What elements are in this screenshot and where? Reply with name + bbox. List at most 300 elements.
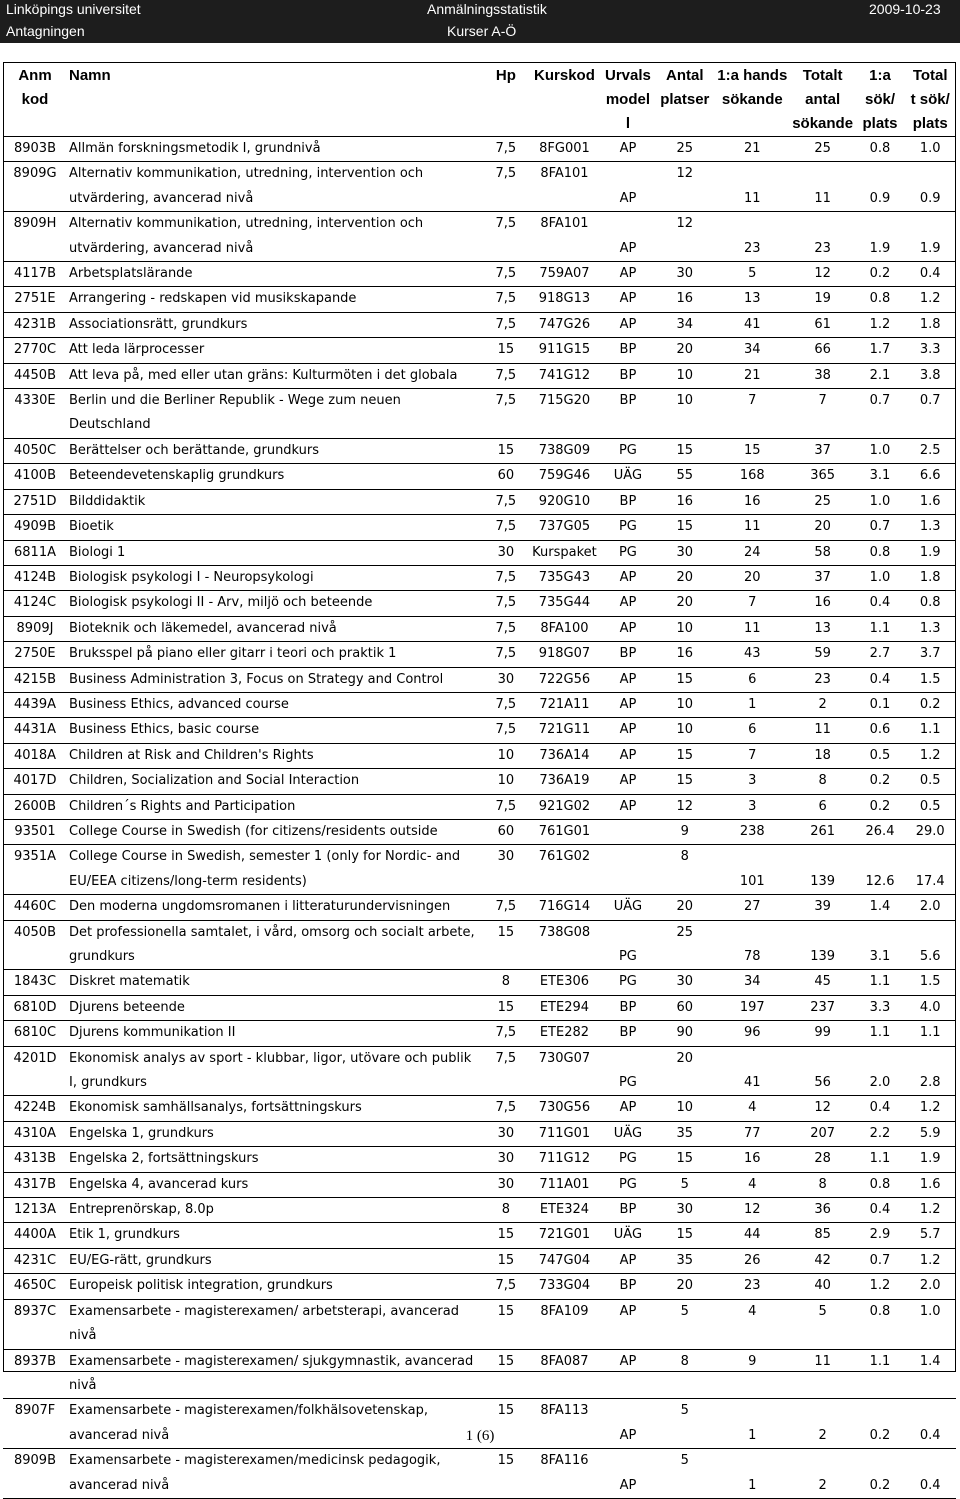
row-urvalsmodell: AP [619, 595, 637, 611]
row-kurskod: 721G11 [538, 722, 591, 738]
row-hp: 7,5 [495, 141, 517, 156]
row-totalt-sokande: 6 [818, 798, 827, 814]
row-forsta-per-plats: 0.4 [869, 1100, 891, 1116]
row-totalt-sokande: 25 [814, 141, 831, 156]
table-row [3, 137, 956, 162]
table-row [3, 1248, 956, 1273]
row-total-per-plats: 1.9 [919, 240, 941, 256]
row-forsta-per-plats: 1.0 [869, 569, 891, 585]
row-totalt-sokande: 2 [818, 1427, 827, 1443]
table-row [3, 642, 956, 667]
table-row [3, 312, 956, 337]
row-total-per-plats: 0.4 [919, 266, 941, 282]
row-kod: 9351A [14, 849, 56, 865]
table-row [3, 1096, 956, 1121]
row-namn: Att leva på, med eller utan gräns: Kulturmöten i det globala [69, 367, 458, 383]
row-kurskod: Kurspaket [532, 544, 597, 560]
row-kurskod: 736A19 [539, 773, 590, 789]
table-row [3, 692, 956, 717]
row-total-per-plats: 0.4 [919, 1477, 941, 1493]
row-urvalsmodell: PG [618, 974, 637, 990]
row-namn: Examensarbete - magisterexamen/medicinsk pedagogik, avancerad nivå [69, 1453, 441, 1493]
row-kurskod: 741G12 [538, 367, 591, 383]
row-antal-platser: 15 [676, 1151, 694, 1167]
row-antal-platser: 20 [676, 1278, 694, 1294]
row-total-per-plats: 1.6 [919, 1176, 941, 1192]
row-hp: 60 [497, 468, 515, 484]
row-kod: 4909B [13, 519, 56, 535]
row-totalt-sokande: 42 [814, 1252, 831, 1268]
row-total-per-plats: 1.6 [919, 493, 941, 509]
table-body [3, 137, 956, 1499]
table-row [3, 591, 956, 616]
row-antal-platser: 15 [676, 1227, 694, 1243]
row-antal-platser: 8 [680, 1353, 689, 1369]
row-totalt-sokande: 20 [814, 519, 831, 535]
row-urvalsmodell: UÄG [613, 1125, 643, 1141]
row-antal-platser: 90 [676, 1025, 694, 1041]
row-forsta-per-plats: 0.2 [869, 798, 891, 814]
row-totalt-sokande: 2 [818, 1477, 827, 1493]
row-hp: 7,5 [495, 316, 517, 332]
row-forstahandssokande: 23 [744, 1278, 761, 1294]
row-total-per-plats: 0.2 [919, 696, 941, 712]
table-row [3, 565, 956, 590]
row-forsta-per-plats: 3.1 [869, 468, 891, 484]
row-kod: 6810C [13, 1025, 57, 1041]
row-antal-platser: 10 [676, 393, 694, 409]
row-forsta-per-plats: 0.2 [869, 1427, 891, 1443]
row-urvalsmodell: BP [619, 999, 637, 1015]
row-forsta-per-plats: 0.7 [869, 393, 891, 409]
row-total-per-plats: 2.0 [919, 899, 941, 915]
row-forstahandssokande: 4 [748, 1176, 757, 1192]
row-totalt-sokande: 16 [814, 595, 831, 611]
row-namn: Entreprenörskap, 8.0p [69, 1202, 214, 1218]
row-forstahandssokande: 4 [748, 1303, 757, 1319]
row-kod: 4117B [13, 266, 56, 282]
row-hp: 7,5 [495, 1025, 517, 1041]
row-urvalsmodell: AP [619, 696, 637, 712]
row-forstahandssokande: 21 [744, 367, 761, 383]
row-forsta-per-plats: 1.0 [869, 442, 891, 458]
row-totalt-sokande: 23 [814, 671, 831, 687]
row-hp: 7,5 [495, 266, 517, 282]
row-kod: 8909J [16, 620, 54, 636]
header-namn: Namn [69, 67, 111, 84]
row-totalt-sokande: 36 [814, 1202, 831, 1218]
row-forsta-per-plats: 0.2 [869, 1477, 891, 1493]
row-forsta-per-plats: 0.8 [869, 291, 891, 307]
row-urvalsmodell: AP [619, 671, 637, 687]
row-total-per-plats: 1.3 [919, 519, 941, 535]
row-totalt-sokande: 139 [810, 873, 836, 889]
row-antal-platser: 25 [676, 141, 694, 156]
row-forstahandssokande: 34 [744, 342, 761, 358]
row-forstahandssokande: 11 [744, 519, 761, 535]
row-kod: 4017D [13, 773, 57, 789]
row-kurskod: 737G05 [538, 519, 591, 535]
row-totalt-sokande: 11 [814, 1353, 831, 1369]
row-namn: Business Ethics, advanced course [69, 696, 289, 712]
row-namn: Examensarbete - magisterexamen/folkhälsovetenskap, avancerad nivå [69, 1403, 428, 1443]
row-forsta-per-plats: 0.2 [869, 773, 891, 789]
row-antal-platser: 5 [680, 1176, 689, 1192]
row-kurskod: 921G02 [538, 798, 591, 814]
row-kurskod: 747G26 [538, 316, 591, 332]
row-hp: 15 [497, 999, 515, 1015]
row-hp: 7,5 [495, 620, 517, 636]
row-hp: 15 [497, 1303, 515, 1319]
row-totalt-sokande: 8 [818, 773, 827, 789]
row-kod: 4215B [13, 671, 56, 687]
row-totalt-sokande: 7 [818, 393, 827, 409]
table-row [3, 845, 956, 895]
row-totalt-sokande: 2 [818, 696, 827, 712]
row-antal-platser: 34 [676, 316, 694, 332]
row-urvalsmodell: AP [619, 1427, 637, 1443]
row-kurskod: 911G15 [538, 342, 591, 358]
row-antal-platser: 30 [676, 1202, 694, 1218]
row-totalt-sokande: 207 [810, 1125, 836, 1141]
row-forstahandssokande: 101 [739, 873, 765, 889]
row-total-per-plats: 1.2 [919, 1100, 941, 1116]
row-total-per-plats: 6.6 [919, 468, 941, 484]
row-urvalsmodell: AP [619, 1477, 637, 1493]
row-namn: Children´s Rights and Participation [69, 798, 296, 814]
row-kod: 6811A [14, 544, 56, 560]
row-forsta-per-plats: 26.4 [865, 823, 895, 839]
row-forstahandssokande: 24 [744, 544, 761, 560]
table-row [3, 363, 956, 388]
row-totalt-sokande: 13 [814, 620, 831, 636]
row-antal-platser: 8 [680, 849, 689, 865]
row-kurskod: ETE324 [539, 1202, 590, 1218]
page-number: 1 (6) [465, 1428, 495, 1444]
row-forsta-per-plats: 2.9 [869, 1227, 891, 1243]
row-antal-platser: 16 [676, 493, 694, 509]
university-name: Linköpings universitet [6, 1, 141, 17]
row-forsta-per-plats: 0.6 [869, 722, 891, 738]
row-kurskod: 711G12 [538, 1151, 591, 1167]
row-namn: Children, Socialization and Social Interaction [69, 773, 360, 789]
row-total-per-plats: 1.1 [919, 722, 941, 738]
table-row [3, 389, 956, 439]
row-forsta-per-plats: 0.2 [869, 266, 891, 282]
row-hp: 8 [501, 974, 510, 990]
header-forstahandssokande: 1:a hands sökande [717, 67, 788, 108]
row-total-per-plats: 2.0 [919, 1278, 941, 1294]
row-kod: 4400A [14, 1227, 56, 1243]
row-forstahandssokande: 41 [744, 1075, 761, 1091]
table-row [3, 667, 956, 692]
row-forstahandssokande: 21 [744, 141, 761, 156]
row-forstahandssokande: 15 [744, 442, 761, 458]
row-forsta-per-plats: 1.9 [869, 240, 891, 256]
row-urvalsmodell: AP [619, 141, 637, 156]
row-total-per-plats: 1.2 [919, 1252, 941, 1268]
header-forsta-per-plats: 1:a sök/ plats [862, 67, 898, 132]
row-total-per-plats: 0.4 [919, 1427, 941, 1443]
row-namn: Examensarbete - magisterexamen/ arbetsterapi, avancerad nivå [69, 1303, 459, 1344]
row-total-per-plats: 1.5 [919, 671, 941, 687]
row-namn: Alternativ kommunikation, utredning, intervention och utvärdering, avancerad nivå [69, 216, 424, 256]
row-total-per-plats: 5.7 [919, 1227, 941, 1243]
row-namn: Djurens kommunikation II [69, 1025, 236, 1041]
row-kurskod: ETE282 [539, 1025, 590, 1041]
row-kod: 2770C [13, 342, 57, 358]
row-forsta-per-plats: 3.1 [869, 949, 891, 964]
row-kurskod: 8FA100 [540, 620, 589, 636]
row-totalt-sokande: 66 [814, 342, 831, 358]
row-kurskod: 715G20 [538, 393, 591, 409]
row-kod: 8909H [13, 216, 57, 232]
row-hp: 7,5 [495, 1050, 517, 1066]
row-kurskod: 738G08 [538, 924, 591, 940]
table-row [3, 212, 956, 262]
row-kod: 4650C [13, 1278, 57, 1294]
row-urvalsmodell: BP [619, 1025, 637, 1041]
row-forstahandssokande: 78 [744, 949, 761, 964]
row-kod: 4124C [13, 595, 57, 611]
row-forsta-per-plats: 2.7 [869, 646, 891, 662]
row-namn: Biologisk psykologi II - Arv, miljö och beteende [69, 595, 373, 611]
row-forstahandssokande: 27 [744, 899, 761, 915]
row-kod: 93501 [14, 823, 56, 839]
table-row [3, 970, 956, 995]
row-antal-platser: 20 [676, 899, 694, 915]
row-urvalsmodell: AP [619, 798, 637, 814]
row-hp: 30 [497, 1151, 515, 1167]
row-urvalsmodell [601, 819, 655, 844]
row-urvalsmodell: AP [619, 291, 637, 307]
header-totalt-sokande: Totalt antal sökande [792, 67, 854, 132]
row-hp: 7,5 [495, 595, 517, 611]
row-namn: EU/EG-rätt, grundkurs [69, 1252, 212, 1268]
row-namn: Biologi 1 [69, 544, 126, 560]
row-hp: 7,5 [495, 393, 517, 409]
row-total-per-plats: 1.9 [919, 544, 941, 560]
row-kod: 1843C [13, 974, 57, 990]
row-urvalsmodell: UÄG [613, 1227, 643, 1243]
row-forstahandssokande: 1 [748, 696, 757, 712]
row-forsta-per-plats: 1.1 [869, 1151, 891, 1167]
row-antal-platser: 35 [676, 1252, 694, 1268]
row-forstahandssokande: 41 [744, 316, 761, 332]
table-row [3, 1147, 956, 1172]
row-totalt-sokande: 139 [810, 949, 836, 964]
table-row [3, 438, 956, 463]
header-urvalsmodell: Urvals model l [605, 67, 651, 132]
row-namn: Bilddidaktik [69, 493, 146, 509]
row-forsta-per-plats: 0.8 [869, 1176, 891, 1192]
row-antal-platser: 20 [676, 595, 694, 611]
row-forstahandssokande: 34 [744, 974, 761, 990]
row-total-per-plats: 1.9 [919, 1151, 941, 1167]
row-forstahandssokande: 3 [748, 773, 757, 789]
row-total-per-plats: 1.0 [919, 1303, 941, 1319]
row-total-per-plats: 1.1 [919, 1025, 941, 1041]
row-forsta-per-plats: 1.7 [869, 342, 891, 358]
row-totalt-sokande: 58 [814, 544, 831, 560]
row-forsta-per-plats: 0.7 [869, 519, 891, 535]
row-kurskod: 735G43 [538, 569, 591, 585]
row-kod: 4313B [13, 1151, 56, 1167]
row-kod: 8937B [13, 1353, 56, 1369]
row-namn: Bruksspel på piano eller gitarr i teori och praktik 1 [69, 646, 397, 662]
row-urvalsmodell: PG [618, 519, 637, 535]
row-total-per-plats: 5.6 [919, 949, 941, 964]
row-antal-platser: 30 [676, 266, 694, 282]
row-forstahandssokande: 43 [744, 646, 761, 662]
row-antal-platser: 5 [680, 1303, 689, 1319]
row-antal-platser: 10 [676, 696, 694, 712]
row-hp: 10 [497, 773, 515, 789]
table-row [3, 1172, 956, 1197]
row-total-per-plats: 1.8 [919, 316, 941, 332]
row-total-per-plats: 0.5 [919, 798, 941, 814]
row-kod: 4431A [14, 722, 56, 738]
row-antal-platser: 20 [676, 569, 694, 585]
row-urvalsmodell: BP [619, 367, 637, 383]
row-urvalsmodell: PG [618, 949, 637, 964]
row-kod: 4224B [13, 1100, 56, 1116]
row-namn: Business Administration 3, Focus on Strategy and Control [69, 671, 444, 687]
row-kod: 1213A [14, 1202, 56, 1218]
row-namn: Engelska 2, fortsättningskurs [69, 1151, 259, 1167]
row-totalt-sokande: 45 [814, 974, 831, 990]
table-row [3, 262, 956, 287]
row-kod: 8909B [13, 1453, 56, 1469]
row-totalt-sokande: 18 [814, 747, 831, 763]
table-row [3, 287, 956, 312]
row-total-per-plats: 2.5 [919, 442, 941, 458]
header-hp: Hp [495, 67, 516, 84]
row-hp: 15 [497, 1252, 515, 1268]
row-forsta-per-plats: 0.4 [869, 671, 891, 687]
row-hp: 30 [497, 1125, 515, 1141]
row-forstahandssokande: 238 [739, 823, 765, 839]
row-totalt-sokande: 61 [814, 316, 831, 332]
statistics-table [3, 62, 956, 1499]
row-kurskod: 716G14 [538, 899, 591, 915]
row-forstahandssokande: 1 [748, 1477, 757, 1493]
row-total-per-plats: 1.2 [919, 747, 941, 763]
row-kurskod: 8FA116 [540, 1453, 589, 1469]
row-namn: Engelska 4, avancerad kurs [69, 1176, 249, 1192]
row-kod: 2751D [13, 493, 57, 509]
row-total-per-plats: 1.2 [919, 1202, 941, 1218]
row-urvalsmodell: UÄG [613, 468, 643, 484]
table-row [3, 819, 956, 844]
header-kurskod: Kurskod [534, 67, 595, 84]
row-kurskod: 8FA113 [540, 1403, 589, 1419]
row-urvalsmodell: AP [619, 773, 637, 789]
row-kod: 4310A [14, 1125, 56, 1141]
row-forstahandssokande: 23 [744, 240, 761, 256]
row-namn: Business Ethics, basic course [69, 722, 260, 738]
row-forsta-per-plats: 1.2 [869, 1278, 891, 1294]
row-antal-platser: 12 [676, 166, 694, 182]
table-row [3, 338, 956, 363]
row-totalt-sokande: 37 [814, 442, 831, 458]
row-forsta-per-plats: 2.2 [869, 1125, 891, 1141]
row-antal-platser: 25 [676, 924, 694, 940]
row-forstahandssokande: 4 [748, 1100, 757, 1116]
row-kurskod: 733G04 [538, 1278, 591, 1294]
row-total-per-plats: 1.8 [919, 569, 941, 585]
table-row [3, 794, 956, 819]
row-urvalsmodell: BP [619, 493, 637, 509]
table-row [3, 769, 956, 794]
row-kod: 4439A [14, 696, 56, 712]
row-forstahandssokande: 197 [739, 999, 765, 1015]
row-urvalsmodell: UÄG [613, 899, 643, 915]
row-urvalsmodell: PG [618, 1176, 637, 1192]
row-kurskod: 918G07 [538, 646, 591, 662]
row-kurskod: 730G07 [538, 1050, 591, 1066]
row-totalt-sokande: 28 [814, 1151, 831, 1167]
row-hp: 7,5 [495, 696, 517, 712]
report-title: Anmälningsstatistik [427, 1, 547, 17]
row-kod: 4050B [13, 924, 56, 940]
row-forstahandssokande: 12 [744, 1202, 761, 1218]
row-hp: 7,5 [495, 367, 517, 383]
row-forstahandssokande: 1 [748, 1427, 757, 1443]
row-totalt-sokande: 19 [814, 291, 831, 307]
row-antal-platser: 15 [676, 442, 694, 458]
row-urvalsmodell: BP [619, 342, 637, 358]
row-kod: 8907F [14, 1403, 56, 1419]
row-forsta-per-plats: 3.3 [869, 999, 891, 1015]
row-forstahandssokande: 7 [748, 393, 757, 409]
row-antal-platser: 10 [676, 367, 694, 383]
row-kod: 4050C [13, 442, 57, 458]
row-forstahandssokande: 6 [748, 671, 757, 687]
row-kod: 4231C [13, 1252, 57, 1268]
row-urvalsmodell: PG [618, 442, 637, 458]
row-antal-platser: 10 [676, 1100, 694, 1116]
row-namn: Europeisk politisk integration, grundkurs [69, 1278, 333, 1294]
table-row [3, 1198, 956, 1223]
row-totalt-sokande: 11 [814, 722, 831, 738]
table-row [3, 718, 956, 743]
row-kurskod: 759A07 [539, 266, 590, 282]
row-antal-platser: 16 [676, 291, 694, 307]
row-antal-platser: 12 [676, 216, 694, 232]
row-totalt-sokande: 5 [818, 1303, 827, 1319]
row-totalt-sokande: 23 [814, 240, 831, 256]
row-antal-platser: 5 [680, 1453, 689, 1469]
row-forsta-per-plats: 0.5 [869, 747, 891, 763]
row-forstahandssokande: 16 [744, 1151, 761, 1167]
row-kurskod: 735G44 [538, 595, 591, 611]
row-urvalsmodell [601, 845, 655, 895]
row-kurskod: 721G01 [538, 1227, 591, 1243]
row-antal-platser: 16 [676, 646, 694, 662]
row-kod: 2751E [14, 291, 56, 307]
row-forstahandssokande: 7 [748, 595, 757, 611]
row-forstahandssokande: 9 [748, 1353, 757, 1369]
row-antal-platser: 10 [676, 620, 694, 636]
row-namn: Etik 1, grundkurs [69, 1227, 180, 1243]
row-kod: 4018A [14, 747, 56, 763]
row-hp: 15 [497, 924, 515, 940]
row-kod: 4317B [13, 1176, 56, 1192]
row-hp: 7,5 [495, 291, 517, 307]
row-namn: Arbetsplatslärande [69, 266, 193, 282]
header-antal-platser: Antal platser [660, 67, 710, 108]
